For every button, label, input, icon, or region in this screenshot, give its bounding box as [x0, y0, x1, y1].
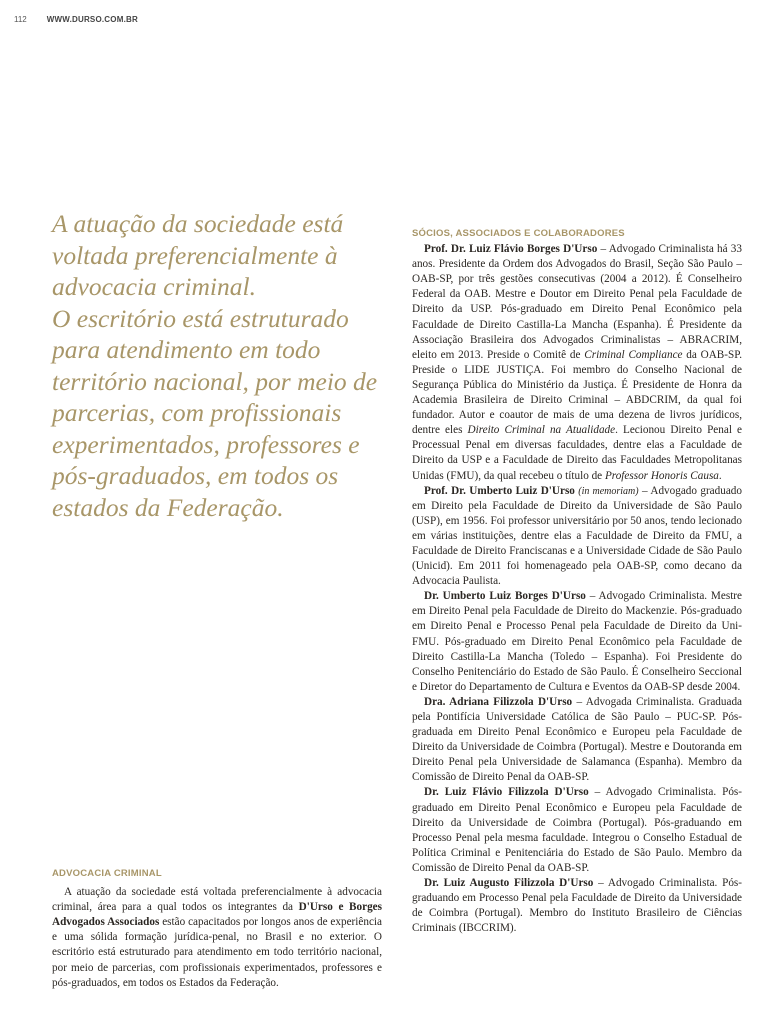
- bio-name: Prof. Dr. Umberto Luiz D'Urso: [424, 484, 575, 497]
- bio-name: Dra. Adriana Filizzola D'Urso: [424, 695, 573, 708]
- bio-text: – Advogada Criminalista. Graduada pela Pontifícia Universidade Católica de São Paulo – PUC-SP. Pós-graduada em Direito Penal Econômico e Europeu pela Faculdade de Direito da Universidade de Coimbra (Portugal). Mestre e Doutoranda em Direito Penal pela Universidade de Salamanca (Espanha). Membro da Comissão de Direito Penal da OAB-SP.: [412, 695, 743, 784]
- bio-luiz-augusto-filizzola: [412, 876, 742, 936]
- bio-text: – Advogado Criminalista. Pós-graduando em Processo Penal pela Faculdade de Direito da Universidade de Coimbra (Portugal). Membro do Instituto Brasileiro de Ciências Criminais (IBCCRIM).: [412, 877, 742, 935]
- socios-title: SÓCIOS, ASSOCIADOS E COLABORADORES: [412, 228, 625, 239]
- page-number: 112: [14, 14, 27, 24]
- bio-name: Dr. Umberto Luiz Borges D'Urso: [424, 590, 586, 603]
- advocacia-criminal-title: ADVOCACIA CRIMINAL: [52, 868, 162, 879]
- bio-text: da OAB-SP. Preside o LIDE JUSTIÇA. Foi membro do Conselho Nacional de Segurança Pública do Ministério da Justiça. É Presidente de Honra da Academia Brasileira de Direito Criminal – ABDCRIM, da qual foi fundador. Autor e coautor de mais de uma dezena de livros jurídicos, dentre eles: [412, 348, 742, 437]
- site-url[interactable]: WWW.DURSO.COM.BR: [46, 14, 138, 24]
- advocacia-text-after: estão capacitados por longos anos de experiência e uma sólida formação jurídica-penal, no Brasil e no exterior. O escritório está estruturado para atendimento em todo território nacional, por meio de parcerias, com profissionais experimentados, professores e pós-graduados, em todos os Estados da Federação.: [52, 916, 382, 989]
- bio-name: Dr. Luiz Flávio Filizzola D'Urso: [424, 786, 589, 799]
- bio-text: – Advogado Criminalista. Mestre em Direito Penal pela Faculdade de Direito do Mackenzie. Pós-graduado em Direito Penal e Processo Penal pela Faculdade de Direito da Uni-FMU. Pós-graduado em Direito Penal Econômico pela Faculdade de Direito Castilla-La Mancha (Toledo – Espanha). Foi Presidente do Conselho Penitenciário do Estado de São Paulo. É Conselheiro Seccional e Diretor do Departamento de Cultura e Eventos da OAB-SP desde 2004.: [412, 590, 742, 693]
- bio-text: – Advogado graduado em Direito pela Faculdade de Direito da Universidade de São Paulo (USP), em 1956. Foi professor universitário por 50 anos, tendo lecionado em várias instituições, dentre elas a Faculdade de Direito da FMU, a Faculdade de Direito Franciscanas e a Universidade Cidade de São Paulo (Unicid). Em 2011 foi homenageado pela OAB-SP, como decano da Advocacia Paulista.: [412, 484, 742, 588]
- bio-note: (in memoriam): [578, 485, 639, 497]
- bio-umberto-luiz-borges: [412, 589, 742, 695]
- bio-name: Dr. Luiz Augusto Filizzola D'Urso: [424, 877, 594, 890]
- bio-umberto-luiz: [412, 484, 742, 590]
- advocacia-criminal-section: [52, 866, 382, 991]
- page-header: [14, 12, 138, 26]
- pull-quote: [52, 208, 382, 523]
- firm-name: D'Urso e Borges Advogados Associados: [52, 901, 382, 929]
- bio-text: .: [718, 469, 722, 482]
- socios-section: [412, 226, 742, 936]
- pull-quote-line-2: O escritório está estruturado para atendimento em todo território nacional, por meio de parcerias, com profissionais experimentados, professores e pós-graduados, em todos os estados da Federação.: [52, 303, 378, 522]
- advocacia-text-before: A atuação da sociedade está voltada preferencialmente à advocacia criminal, área para a qual todos os integrantes da: [52, 886, 382, 914]
- bio-luiz-flavio-borges: [412, 242, 742, 484]
- bio-italic: Criminal Compliance: [584, 348, 683, 361]
- pull-quote-line-1: A atuação da sociedade está voltada preferencialmente à advocacia criminal.: [52, 209, 344, 301]
- bio-name: Prof. Dr. Luiz Flávio Borges D'Urso: [424, 243, 598, 256]
- advocacia-criminal-paragraph: [52, 885, 382, 991]
- bio-text: . Lecionou Direito Penal e Processual Penal em diversas faculdades, dentre elas a Faculdade de Direito da USP e a Faculdade de Direito das Faculdades Metropolitanas Unidas (FMU), da qual recebeu o título de: [412, 424, 742, 482]
- bio-text: – Advogado Criminalista há 33 anos. Presidente da Ordem dos Advogados do Brasil, Seção São Paulo – OAB-SP, por três gestões consecutivas (2004 a 2012). É Conselheiro Federal da OAB. Mestre e Doutor em Direito Penal pela Faculdade de Direito da USP. Pós-graduado em Direito Penal Econômico pela Faculdade de Direito Castilla-La Mancha (Espanha). É Presidente da Associação Brasileira dos Advogados Criminalistas – ABRACRIM, eleito em 2013. Preside o Comitê de: [412, 243, 742, 361]
- bio-adriana-filizzola: [412, 695, 742, 786]
- bio-italic: Direito Criminal na Atualidade: [467, 424, 616, 437]
- bio-luiz-flavio-filizzola: [412, 785, 742, 876]
- bio-italic: Professor Honoris Causa: [604, 469, 719, 482]
- bio-text: – Advogado Criminalista. Pós-graduado em Direito Penal Econômico e Europeu pela Faculdade de Direito da Universidade de Coimbra (Portugal). Pós-graduando em Processo Penal pela mesma faculdade. Integrou o Conselho Estadual de Política Criminal e Penitenciária do Estado de São Paulo. Membro da Comissão de Direito Penal da OAB-SP.: [412, 786, 742, 874]
